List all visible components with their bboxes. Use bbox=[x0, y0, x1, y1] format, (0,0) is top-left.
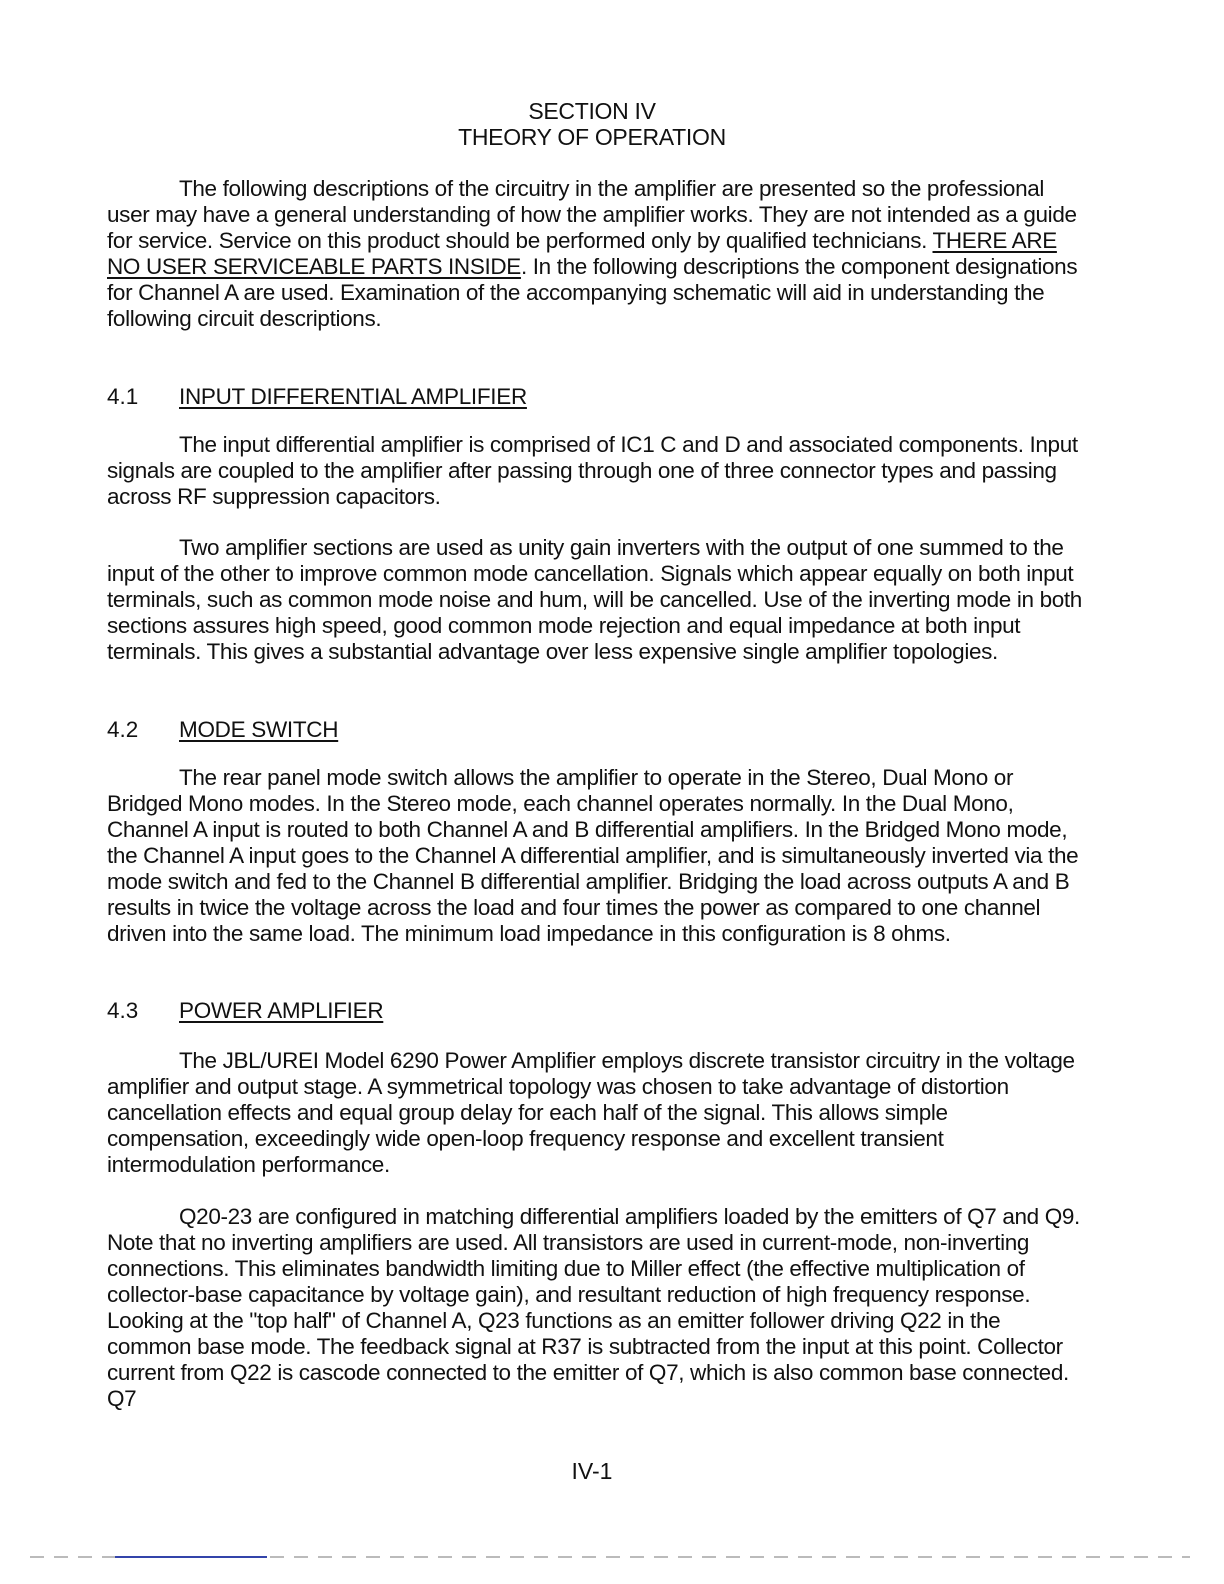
paragraph-4-3-b: Q20-23 are configured in matching differential amplifiers loaded by the emitters of Q7 and Q9. Note that no inverting amplifiers are used. All transistors are used in current-mode, non-inverting connections. This eliminates bandwidth limiting due to Miller effect (the effective multiplication of collector-base capacitance by voltage gain), and resultant reduction of high frequency response. Looking at the "top half" of Channel A, Q23 functions as an emitter follower driving Q22 in the common base mode. The feedback signal at R37 is subtracted from the input at this point. Collector current from Q22 is cascode connected to the emitter of Q7, which is also common base connected. Q7 bbox=[107, 1204, 1080, 1411]
intro-text-before: The following descriptions of the circuitry in the amplifier are presented so the professional user may have a general understanding of how the amplifier works. They are not intended as a guide for service. Service on this product should be performed only by qualified technicians. bbox=[107, 176, 1077, 253]
section-label: SECTION IV bbox=[528, 98, 656, 124]
warning-text: THERE ARE NO USER SERVICEABLE PARTS INSIDE bbox=[107, 228, 1057, 279]
section-title-power-amplifier: POWER AMPLIFIER bbox=[179, 998, 384, 1023]
section-number-4-2: 4.2 bbox=[107, 717, 139, 742]
paragraph-4-1-b: Two amplifier sections are used as unity gain inverters with the output of one summed to the input of the other to improve common mode cancellation. Signals which appear equally on both input terminals, such as common mode noise and hum, will be cancelled. Use of the inverting mode in both sections assures high speed, good common mode rejection and equal impedance at both input terminals. This gives a substantial advantage over less expensive single amplifier topologies. bbox=[107, 535, 1082, 664]
page-number: IV-1 bbox=[571, 1458, 613, 1484]
section-number-4-3: 4.3 bbox=[107, 998, 139, 1023]
intro-text-after: . In the following descriptions the component designations for Channel A are used. Examination of the accompanying schematic will aid in understanding the following circuit descriptions. bbox=[107, 254, 1078, 331]
paragraph-4-1-a: The input differential amplifier is comprised of IC1 C and D and associated components. Input signals are coupled to the amplifier after passing through one of three connector types and passing across RF suppression capacitors. bbox=[107, 432, 1078, 509]
paragraph-4-2-a: The rear panel mode switch allows the amplifier to operate in the Stereo, Dual Mono or Bridged Mono modes. In the Stereo mode, each channel operates normally. In the Dual Mono, Channel A input is routed to both Channel A and B differential amplifiers. In the Bridged Mono mode, the Channel A input goes to the Channel A differential amplifier, and is simultaneously inverted via the mode switch and fed to the Channel B differential amplifier. Bridging the load across outputs A and B results in twice the voltage across the load and four times the power as compared to one channel driven into the same load. The minimum load impedance in this configuration is 8 ohms. bbox=[107, 765, 1079, 946]
section-title-mode-switch: MODE SWITCH bbox=[179, 717, 339, 742]
paragraph-4-3-a: The JBL/UREI Model 6290 Power Amplifier employs discrete transistor circuitry in the voltage amplifier and output stage. A symmetrical topology was chosen to take advantage of distortion cancellation effects and equal group delay for each half of the signal. This allows simple compensation, exceedingly wide open-loop frequency response and excellent transient intermodulation performance. bbox=[107, 1048, 1075, 1177]
section-title-input-differential-amplifier: INPUT DIFFERENTIAL AMPLIFIER bbox=[179, 384, 527, 409]
scan-artifact-mark bbox=[115, 1556, 267, 1558]
section-number-4-1: 4.1 bbox=[107, 384, 139, 409]
intro-paragraph bbox=[107, 176, 1082, 332]
page-title: THEORY OF OPERATION bbox=[458, 124, 726, 150]
